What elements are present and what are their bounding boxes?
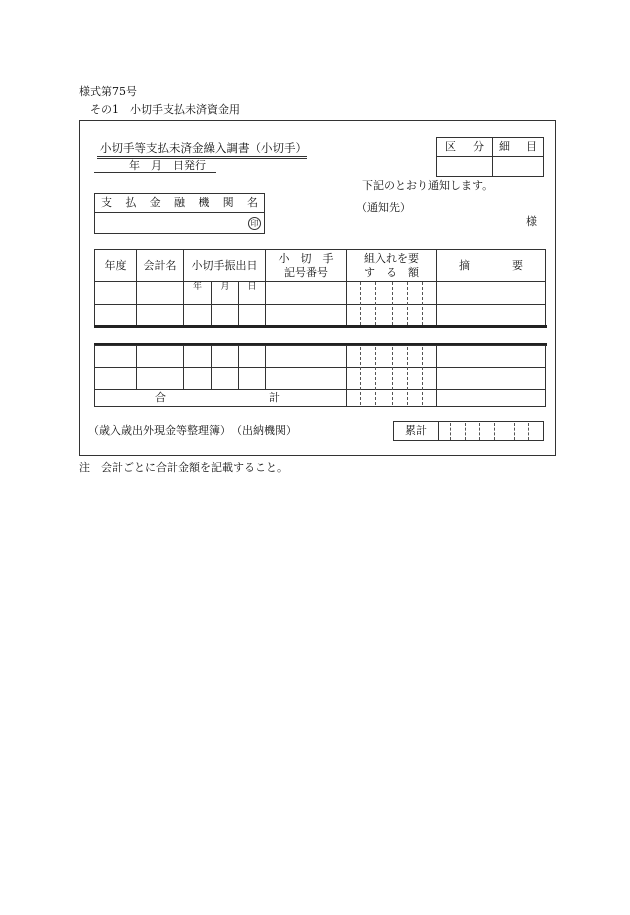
cell-year[interactable]: [95, 282, 137, 305]
form-title: 小切手等支払未済金繰入調書（小切手）: [100, 141, 307, 155]
header-remarks-char-1: 摘: [459, 258, 471, 272]
cell-account[interactable]: [137, 368, 184, 390]
digit-separator: [375, 282, 376, 325]
cell-issue-year[interactable]: [184, 368, 212, 390]
date-part-month: 月: [220, 282, 230, 292]
note: 注 会計ごとに合計金額を記載すること。: [79, 461, 288, 474]
recipient-label: （通知先）: [356, 201, 411, 214]
institution-char-5: 機: [198, 196, 210, 210]
cell-check-number[interactable]: [266, 282, 347, 305]
cell-issue-year[interactable]: [184, 282, 212, 305]
cell-check-number[interactable]: [266, 305, 347, 327]
cell-issue-month[interactable]: [212, 282, 239, 305]
entries-table-lower: [94, 345, 546, 407]
institution-char-2: 払: [125, 196, 137, 210]
cell-account[interactable]: [137, 346, 184, 368]
total-label-cell: [95, 390, 347, 407]
table-row: [95, 346, 546, 368]
digit-separator: [494, 423, 495, 440]
institution-char-4: 融: [173, 196, 185, 210]
digit-separator: [375, 347, 376, 405]
title-underline: [97, 156, 307, 157]
institution-box: [94, 193, 265, 234]
header-check-number: [266, 250, 347, 282]
classification-box: [436, 137, 544, 177]
cumulative-label: 累計: [394, 422, 439, 441]
digit-separator: [360, 282, 361, 325]
table-row: [95, 368, 546, 390]
cell-remarks[interactable]: [437, 282, 546, 305]
separator-line-top: [94, 325, 547, 328]
cell-check-number[interactable]: [266, 368, 347, 390]
cell-year[interactable]: [95, 368, 137, 390]
date-part-year: 年: [192, 282, 202, 292]
header-amount-line-1: 組入れを要: [364, 252, 420, 266]
header-issue-date: 小切手振出日: [184, 250, 266, 282]
header-remarks-char-2: 要: [512, 258, 524, 272]
detail-char-1: 細: [499, 140, 510, 154]
section-value-cell[interactable]: [437, 157, 493, 177]
cell-account[interactable]: [137, 282, 184, 305]
header-check-number-line-2: 記号番号: [284, 265, 329, 279]
cell-remarks[interactable]: [437, 305, 546, 327]
date-part-day: 日: [247, 282, 257, 292]
cell-issue-year[interactable]: [184, 305, 212, 327]
cell-issue-day[interactable]: [239, 282, 266, 305]
header-amount-line-2: す る 額: [364, 265, 420, 279]
digit-separator: [422, 347, 423, 405]
table-row: [95, 282, 546, 305]
digit-separator: [479, 423, 480, 440]
cell-issue-year[interactable]: [184, 346, 212, 368]
cell-remarks[interactable]: [437, 368, 546, 390]
digit-separator: [450, 423, 451, 440]
notice-text: 下記のとおり通知します。: [362, 179, 494, 192]
cell-issue-day[interactable]: [239, 305, 266, 327]
digit-separator: [422, 282, 423, 325]
digit-separator: [407, 282, 408, 325]
honorific: 様: [526, 215, 537, 228]
institution-char-3: 金: [149, 196, 161, 210]
cell-issue-month[interactable]: [212, 368, 239, 390]
digit-separator: [407, 347, 408, 405]
cell-year[interactable]: [95, 346, 137, 368]
institution-char-7: 名: [246, 196, 258, 210]
detail-value-cell[interactable]: [493, 157, 544, 177]
seal-icon: 印: [248, 217, 261, 230]
cumulative-box: [393, 421, 544, 441]
form-variant: その1 小切手支払未済資金用: [90, 103, 240, 116]
institution-char-6: 関: [222, 196, 234, 210]
entries-table-upper: [94, 249, 546, 327]
header-year: 年度: [95, 250, 137, 282]
cell-issue-day[interactable]: [239, 346, 266, 368]
digit-separator: [392, 282, 393, 325]
total-row: [95, 390, 546, 407]
cell-issue-day[interactable]: [239, 368, 266, 390]
header-remarks: [437, 250, 546, 282]
cell-issue-month[interactable]: [212, 346, 239, 368]
issue-date-underline: [94, 172, 216, 173]
header-amount: [347, 250, 437, 282]
institution-name-cell[interactable]: [95, 213, 265, 234]
total-char-2: 計: [269, 391, 280, 405]
cell-check-number[interactable]: [266, 346, 347, 368]
digit-separator: [465, 423, 466, 440]
digit-separator: [514, 423, 515, 440]
header-check-number-line-1: 小 切 手: [278, 252, 334, 266]
cell-year[interactable]: [95, 305, 137, 327]
section-char-1: 区: [445, 140, 456, 154]
cell-issue-month[interactable]: [212, 305, 239, 327]
total-char-1: 合: [155, 391, 166, 405]
issue-date-label: 年 月 日発行: [129, 159, 206, 172]
total-remarks-cell[interactable]: [437, 390, 546, 407]
cell-remarks[interactable]: [437, 346, 546, 368]
institution-char-1: 支: [101, 196, 112, 210]
table-row: [95, 305, 546, 327]
cell-account[interactable]: [137, 305, 184, 327]
ledger-footer: （歳入歳出外現金等整理簿） （出納機関）: [88, 424, 297, 437]
digit-separator: [528, 423, 529, 440]
form-number: 様式第75号: [79, 85, 137, 98]
digit-separator: [392, 347, 393, 405]
digit-separator: [360, 347, 361, 405]
detail-char-2: 目: [526, 140, 537, 154]
header-account: 会計名: [137, 250, 184, 282]
section-char-2: 分: [473, 140, 484, 154]
